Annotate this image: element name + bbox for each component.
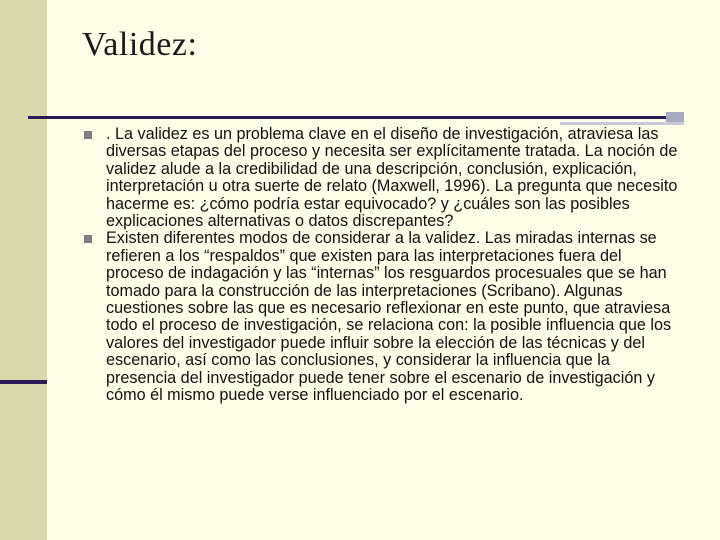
left-decorative-band — [0, 0, 47, 540]
slide-body — [83, 126, 683, 405]
square-bullet-icon — [84, 131, 92, 139]
slide-title: Validez: — [82, 26, 198, 63]
divider-end-block — [666, 112, 684, 122]
bullet-item-2 — [83, 230, 683, 404]
title-divider — [28, 116, 668, 119]
bullet-text: Existen diferentes modos de considerar a la validez. Las miradas internas se refieren a los “respaldos” que existen para las interpretaciones fuera del proceso de indagación y las “internas” los resguardos procesuales que se han tomado para la construcción de las interpretaciones (Scribano). Algunas cuestiones sobre las que es necesario reflexionar en este punto, que atraviesa todo el proceso de investigación, se relaciona con: la posible influencia que los valores del investigador puede influir sobre la elección de las técnicas y del escenario, así como las conclusiones, y considerar la influencia que la presencia del investigador puede tener sobre el escenario de investigación y cómo él mismo puede verse influenciado por el escenario. — [106, 229, 672, 405]
bullet-text: . La validez es un problema clave en el diseño de investigación, atraviesa las diversas etapas del proceso y necesita ser explícitamente tratada. La noción de validez alude a la credibilidad de una descripción, conclusión, explicación, interpretación u otra suerte de relato (Maxwell, 1996). La pregunta que necesito hacerme es: ¿cómo podría estar equivocado? y ¿cuáles son las posibles explicaciones alternativas o datos discrepantes? — [106, 125, 678, 231]
square-bullet-icon — [84, 235, 92, 243]
bullet-item-1 — [83, 126, 683, 230]
left-band-accent-bar — [0, 380, 47, 384]
